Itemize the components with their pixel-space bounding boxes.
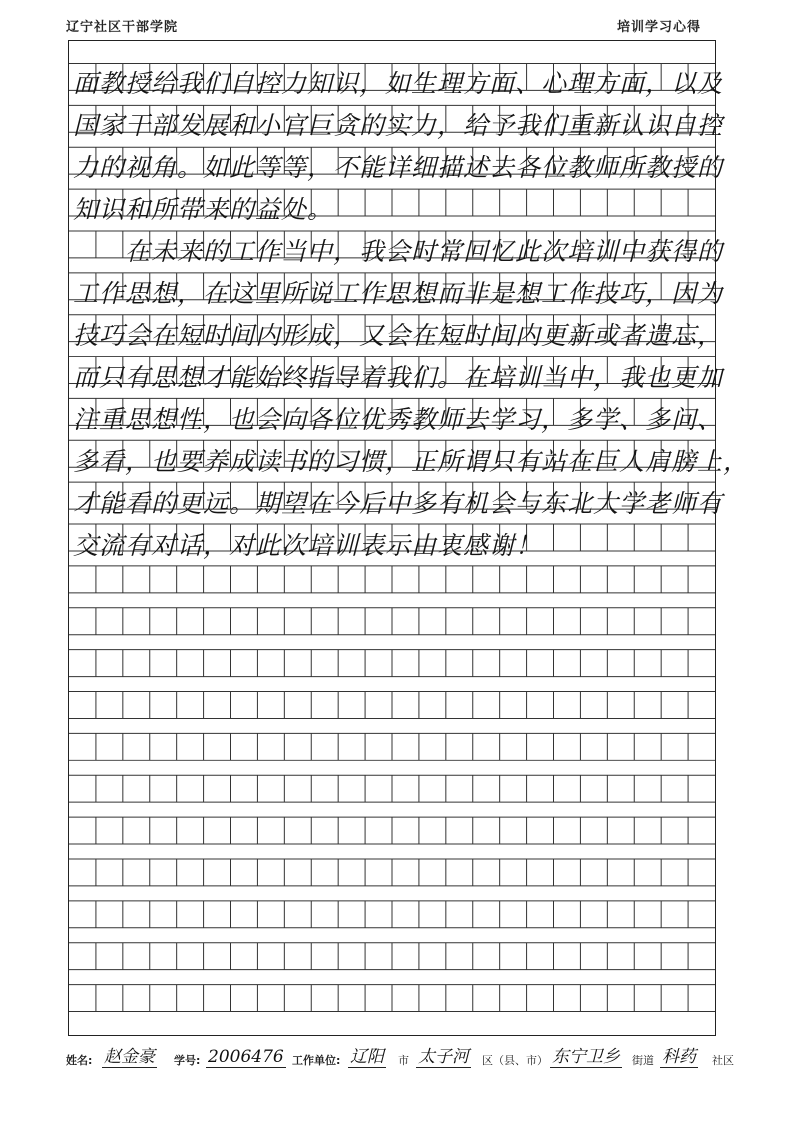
essay-line: 多看，也要养成读书的习惯，正所谓只有站在巨人肩膀上， (73, 447, 750, 476)
essay-line: 技巧会在短时间内形成，又会在短时间内更新或者遗忘， (73, 321, 724, 350)
header-institution: 辽宁社区干部学院 (66, 20, 179, 35)
community-suffix: 社区 (712, 1054, 734, 1067)
city-value: 辽阳 (348, 1042, 386, 1068)
city-suffix: 市 (398, 1054, 409, 1067)
essay-line: 才能看的更远。期望在今后中多有机会与东北大学老师有 (73, 489, 724, 518)
community-value: 科药 (660, 1042, 698, 1068)
essay-line: 知识和所带来的益处。 (73, 195, 334, 224)
name-value: 赵金豪 (102, 1042, 157, 1068)
student-info-footer (66, 1044, 736, 1070)
town-value: 东宁卫乡 (550, 1042, 622, 1068)
writing-grid (68, 40, 750, 1036)
essay-line: 力的视角。如此等等，不能详细描述去各位教师所教授的 (73, 153, 724, 182)
district-value: 太子河 (416, 1042, 471, 1068)
student-id-value: 2006476 (208, 1047, 284, 1067)
essay-line: 交流有对话，对此次培训表示由衷感谢！ (73, 531, 542, 560)
essay-line: 在未来的工作当中，我会时常回忆此次培训中获得的 (73, 237, 724, 266)
essay-line: 面教授给我们自控力知识，如生理方面、心理方面，以及 (73, 69, 724, 98)
street-suffix: 街道 (632, 1054, 654, 1067)
essay-line: 工作思想，在这里所说工作思想而非是想工作技巧，因为 (73, 279, 724, 308)
work-unit-label: 工作单位: (292, 1054, 341, 1067)
header-doc-title: 培训学习心得 (616, 20, 701, 35)
district-suffix: 区（县、市） (482, 1054, 548, 1067)
essay-line: 而只有思想才能始终指导着我们。在培训当中，我也更加 (73, 363, 724, 392)
essay-line: 注重思想性，也会向各位优秀教师去学习，多学、多问、 (73, 405, 724, 434)
name-label: 姓名: (66, 1054, 93, 1067)
essay-body (69, 41, 750, 1035)
essay-line: 国家干部发展和小官巨贪的实力，给予我们重新认识自控 (73, 111, 724, 140)
student-id-label: 学号: (174, 1054, 201, 1067)
